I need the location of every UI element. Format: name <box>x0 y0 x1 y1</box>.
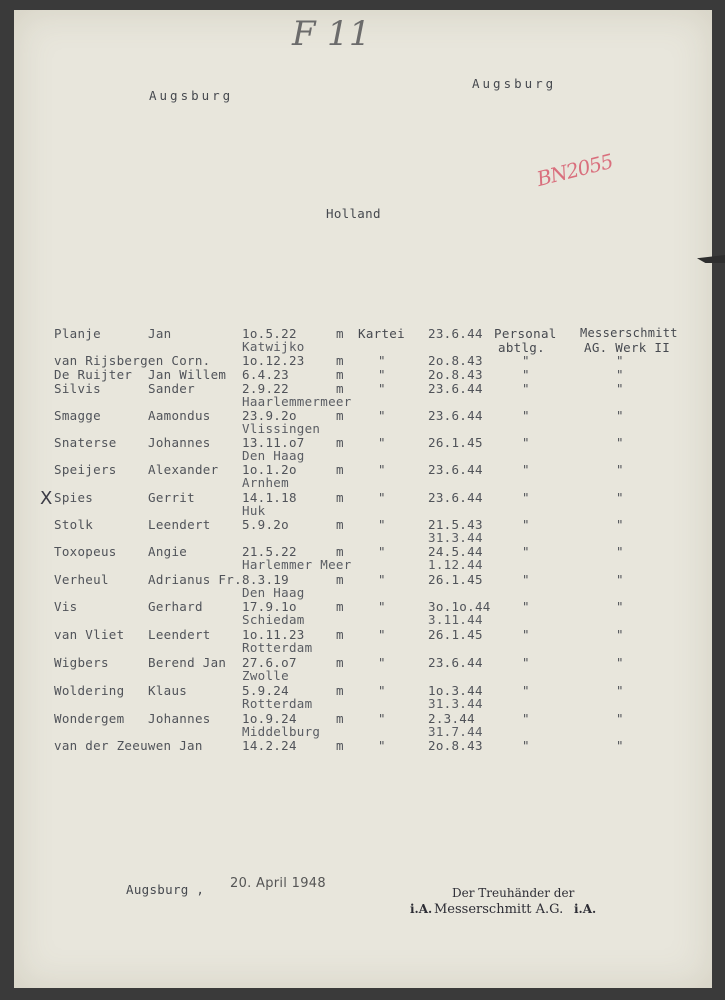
cell-date1: 26.1.45 <box>428 435 483 450</box>
cell-given: Johannes <box>148 435 211 450</box>
cell-date1: 2o.8.43 <box>428 738 483 753</box>
cell-given: Leendert <box>148 627 211 642</box>
cell-born: 27.6.o7 <box>242 655 297 670</box>
cell-company: " <box>616 490 624 505</box>
cell-company: " <box>616 435 624 450</box>
cell-birthplace: Rotterdam <box>242 696 313 711</box>
cell-given: Sander <box>148 381 195 396</box>
cell-surname: van Vliet <box>54 627 125 642</box>
signature-line-1: Der Treuhänder der <box>452 886 575 900</box>
cell-company: " <box>616 627 624 642</box>
cell-birthplace: Den Haag <box>242 448 305 463</box>
cell-kartei: " <box>378 490 386 505</box>
cell-kartei: " <box>378 572 386 587</box>
cell-personal: " <box>522 655 530 670</box>
cell-sex: m <box>336 490 344 505</box>
cell-born: 13.11.o7 <box>242 435 305 450</box>
cell-kartei: " <box>378 738 386 753</box>
cell-sex: m <box>336 353 344 368</box>
cell-born: 23.9.2o <box>242 408 297 423</box>
cell-kartei: " <box>378 381 386 396</box>
cell-date1: 24.5.44 <box>428 544 483 559</box>
cell-personal: " <box>522 462 530 477</box>
cell-date1: 2.3.44 <box>428 711 475 726</box>
cell-date1: 1o.3.44 <box>428 683 483 698</box>
cell-surname: Wondergem <box>54 711 125 726</box>
cell-kartei: " <box>378 435 386 450</box>
cell-date1: 23.6.44 <box>428 408 483 423</box>
cell-personal: " <box>522 517 530 532</box>
cell-born: 1o.12.23 <box>242 353 305 368</box>
cell-surname: Snaterse <box>54 435 117 450</box>
red-pencil-mark: BN2055 <box>534 149 615 191</box>
cell-birthplace: Harlemmer Meer <box>242 557 352 572</box>
cell-date2: 31.7.44 <box>428 724 483 739</box>
cell-given: Johannes <box>148 711 211 726</box>
cell-date2: 1.12.44 <box>428 557 483 572</box>
cell-date1: 26.1.45 <box>428 572 483 587</box>
cell-date2: 31.3.44 <box>428 530 483 545</box>
cell-sex: m <box>336 711 344 726</box>
cell-date1: 26.1.45 <box>428 627 483 642</box>
cell-date1: 23.6.44 <box>428 655 483 670</box>
cell-company: " <box>616 544 624 559</box>
header-left-city: Augsburg <box>149 88 234 103</box>
col-personal-1: Personal <box>494 326 557 341</box>
col-company-1: Messerschmitt <box>580 326 678 340</box>
cell-birthplace: Den Haag <box>242 585 305 600</box>
cell-given: Gerrit <box>148 490 195 505</box>
cell-kartei: " <box>378 711 386 726</box>
cell-company: " <box>616 462 624 477</box>
cell-company: " <box>616 738 624 753</box>
cell-sex: m <box>336 435 344 450</box>
cell-surname: Speijers <box>54 462 117 477</box>
cross-mark: X <box>40 488 53 509</box>
cell-date1: 3o.1o.44 <box>428 599 491 614</box>
cell-date1: 2o.8.43 <box>428 367 483 382</box>
cell-born: 5.9.2o <box>242 517 289 532</box>
cell-personal: " <box>522 711 530 726</box>
cell-surname: Stolk <box>54 517 94 532</box>
cell-sex: m <box>336 627 344 642</box>
cell-given: Gerhard <box>148 599 203 614</box>
col-personal-2: abtlg. <box>498 340 545 355</box>
cell-kartei: " <box>378 599 386 614</box>
signature-suffix: i.A. <box>574 902 597 916</box>
cell-company: " <box>616 367 624 382</box>
cell-sex: m <box>336 367 344 382</box>
cell-surname: Wigbers <box>54 655 109 670</box>
cell-surname: van der Zeeuwen Jan <box>54 738 203 753</box>
cell-surname: Vis <box>54 599 78 614</box>
cell-date1: 23.6.44 <box>428 462 483 477</box>
col-company-2: AG. Werk II <box>584 340 671 355</box>
cell-company: " <box>616 408 624 423</box>
cell-personal: " <box>522 381 530 396</box>
cell-born: 5.9.24 <box>242 683 289 698</box>
cell-birthplace: Rotterdam <box>242 640 313 655</box>
cell-kartei: " <box>378 367 386 382</box>
cell-sex: m <box>336 462 344 477</box>
cell-date1: 21.5.43 <box>428 517 483 532</box>
cell-born: 14.1.18 <box>242 490 297 505</box>
date-stamp: 20. April 1948 <box>230 876 326 891</box>
cell-kartei: " <box>378 627 386 642</box>
country-heading: Holland <box>326 206 381 221</box>
cell-date2: 3.11.44 <box>428 612 483 627</box>
cell-given: Jan Willem <box>148 367 227 382</box>
signature-prefix: i.A. <box>410 902 433 916</box>
cell-sex: m <box>336 544 344 559</box>
document-page <box>14 10 712 988</box>
cell-sex: m <box>336 326 344 341</box>
cell-born: 8.3.19 <box>242 572 289 587</box>
cell-personal: " <box>522 490 530 505</box>
header-right-city: Augsburg <box>472 76 557 91</box>
cell-date1: 23.6.44 <box>428 381 483 396</box>
cell-birthplace: Vlissingen <box>242 421 321 436</box>
cell-birthplace: Haarlemmermeer <box>242 394 352 409</box>
cell-surname: Woldering <box>54 683 125 698</box>
cell-birthplace: Zwolle <box>242 668 289 683</box>
cell-company: " <box>616 683 624 698</box>
cell-birthplace: Arnhem <box>242 475 289 490</box>
cell-date1: 23.6.44 <box>428 326 483 341</box>
cell-date1: 23.6.44 <box>428 490 483 505</box>
cell-born: 14.2.24 <box>242 738 297 753</box>
cell-company: " <box>616 572 624 587</box>
cell-company: " <box>616 711 624 726</box>
cell-given: Berend Jan <box>148 655 227 670</box>
cell-born: 1o.1.2o <box>242 462 297 477</box>
cell-born: 1o.11.23 <box>242 627 305 642</box>
cell-surname: Planje <box>54 326 101 341</box>
cell-surname: Spies <box>54 490 94 505</box>
cell-birthplace: Huk <box>242 503 266 518</box>
cell-sex: m <box>336 408 344 423</box>
cell-personal: " <box>522 683 530 698</box>
cell-kartei: " <box>378 462 386 477</box>
cell-kartei: " <box>378 683 386 698</box>
cell-given: Alexander <box>148 462 219 477</box>
cell-born: 1o.9.24 <box>242 711 297 726</box>
cell-born: 21.5.22 <box>242 544 297 559</box>
cell-given: Aamondus <box>148 408 211 423</box>
cell-personal: " <box>522 599 530 614</box>
cell-kartei: " <box>378 544 386 559</box>
cell-surname: De Ruijter <box>54 367 133 382</box>
cell-personal: " <box>522 435 530 450</box>
cell-given: Leendert <box>148 517 211 532</box>
cell-surname: van Rijsbergen Corn. <box>54 353 211 368</box>
cell-company: " <box>616 381 624 396</box>
cell-company: " <box>616 353 624 368</box>
cell-sex: m <box>336 517 344 532</box>
cell-company: " <box>616 599 624 614</box>
handwritten-reference: F 11 <box>292 14 371 54</box>
cell-surname: Toxopeus <box>54 544 117 559</box>
cell-personal: " <box>522 572 530 587</box>
cell-birthplace: Katwijko <box>242 339 305 354</box>
cell-company: " <box>616 655 624 670</box>
cell-date2: 31.3.44 <box>428 696 483 711</box>
cell-personal: " <box>522 627 530 642</box>
cell-born: 2.9.22 <box>242 381 289 396</box>
cell-sex: m <box>336 738 344 753</box>
cell-sex: m <box>336 655 344 670</box>
cell-kartei: " <box>378 408 386 423</box>
cell-personal: " <box>522 367 530 382</box>
cell-born: 6.4.23 <box>242 367 289 382</box>
cell-company: " <box>616 517 624 532</box>
cell-personal: " <box>522 353 530 368</box>
cell-given: Adrianus Fr. <box>148 572 242 587</box>
cell-surname: Silvis <box>54 381 101 396</box>
cell-birthplace: Middelburg <box>242 724 321 739</box>
cell-birthplace: Schiedam <box>242 612 305 627</box>
cell-sex: m <box>336 381 344 396</box>
cell-surname: Smagge <box>54 408 101 423</box>
cell-sex: m <box>336 683 344 698</box>
cell-given: Angie <box>148 544 188 559</box>
cell-kartei: " <box>378 655 386 670</box>
col-kartei: Kartei <box>358 326 405 341</box>
cell-surname: Verheul <box>54 572 109 587</box>
cell-personal: " <box>522 408 530 423</box>
cell-born: 1o.5.22 <box>242 326 297 341</box>
cell-sex: m <box>336 599 344 614</box>
cell-given: Jan <box>148 326 172 341</box>
cell-given: Klaus <box>148 683 188 698</box>
cell-sex: m <box>336 572 344 587</box>
signature-company: Messerschmitt A.G. <box>434 902 564 917</box>
cell-personal: " <box>522 738 530 753</box>
cell-born: 17.9.1o <box>242 599 297 614</box>
cell-personal: " <box>522 544 530 559</box>
footer-place: Augsburg , <box>126 882 205 897</box>
cell-kartei: " <box>378 517 386 532</box>
cell-kartei: " <box>378 353 386 368</box>
cell-date1: 2o.8.43 <box>428 353 483 368</box>
